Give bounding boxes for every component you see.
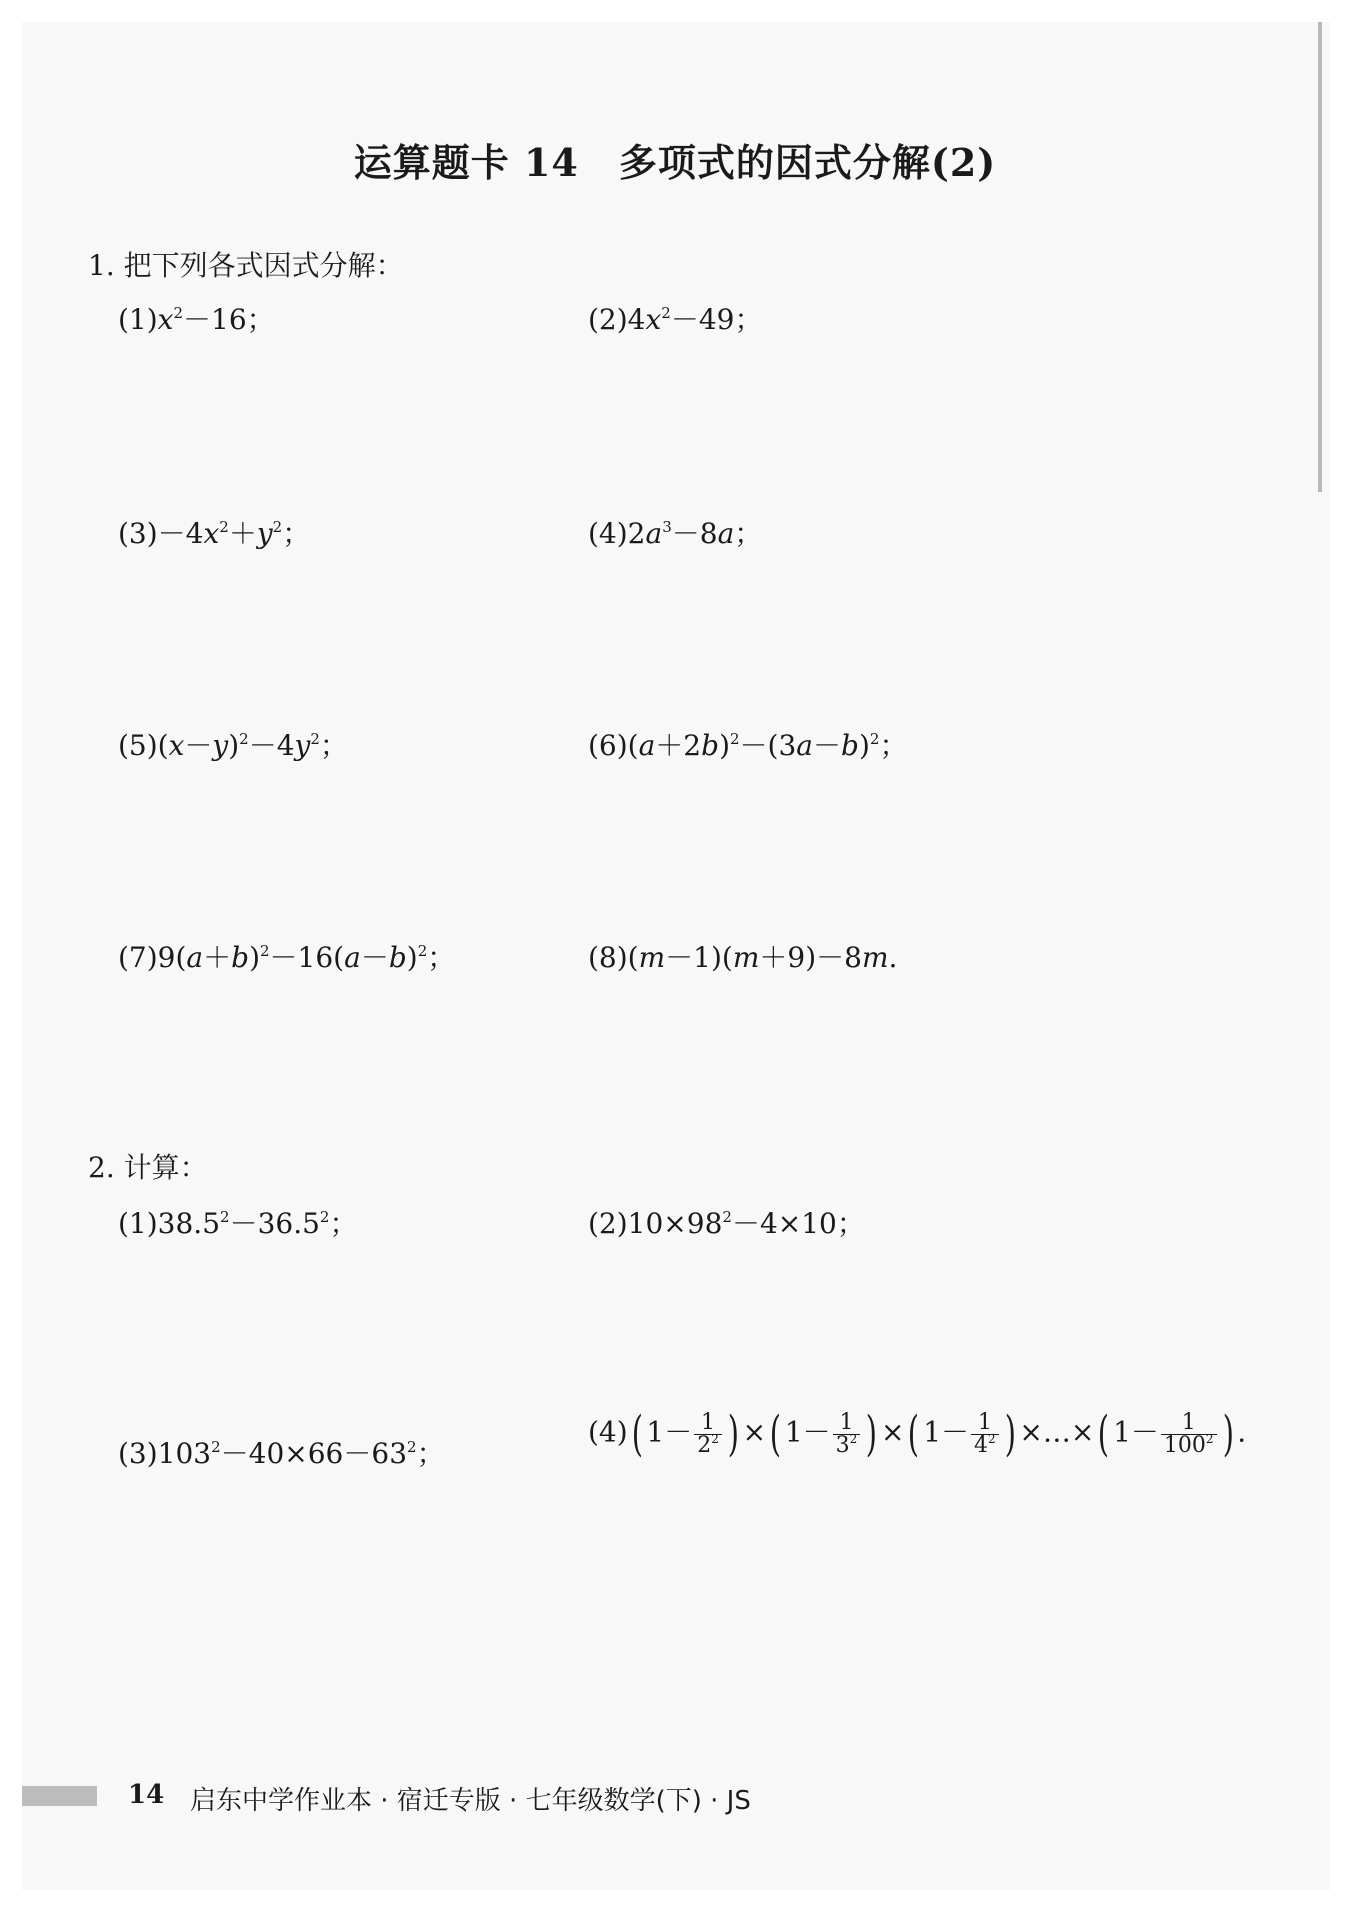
problem-1-8: (8)(m－1)(m＋9)－8m. [588, 941, 898, 974]
problem-1-4: $(4)2a^3-8a$； [588, 517, 763, 550]
fraction: $\frac{1}{4^2}$ [971, 1412, 999, 1457]
problem-1-1: $(1)x^2-16$； [118, 303, 275, 336]
problem-1-6: $(6)(a+2b)^2-(3a-b)^2$； [588, 729, 908, 762]
problem-1-7: $(7)9(a+b)^2-16(a-b)^2$； [118, 941, 456, 974]
page-number: 14 [128, 1780, 165, 1810]
page-footer [22, 1778, 1330, 1818]
section-1-heading: 1. 把下列各式因式分解： [88, 249, 404, 282]
section-2-heading: 2. 计算： [88, 1151, 208, 1184]
problem-2-3: $(3)103^2-40\times 66-63^2$； [118, 1437, 445, 1470]
page-edge-shadow [1318, 22, 1322, 492]
fraction: $\frac{1}{100^2}$ [1161, 1412, 1217, 1457]
problem-2-4: (4)( 1－ $\frac{1}{2^2}$ ) ×( 1－ $\frac{1}{3^2}$ ) ×( 1－ $\frac{1}{4^2}$ ) ×…×( 1－ $\frac{1}{100^2}$ ) . [588, 1406, 1247, 1462]
book-title: 启东中学作业本 · 宿迁专版 · 七年级数学(下) · JS [190, 1786, 751, 1816]
problem-1-3: $(3)-4x^2+y^2$； [118, 517, 311, 550]
problem-1-5: $(5)(x-y)^2-4y^2$； [118, 729, 348, 762]
title-topic: 多项式的因式分解(2) [618, 140, 997, 185]
page-title [0, 132, 1350, 187]
title-card-label: 运算题卡 14 [353, 140, 579, 185]
problem-1-2: $(2)4x^2-49$； [588, 303, 763, 336]
fraction: $\frac{1}{2^2}$ [694, 1412, 722, 1457]
problem-2-1: $(1)38.5^2-36.5^2$； [118, 1207, 358, 1240]
fraction: $\frac{1}{3^2}$ [833, 1412, 861, 1457]
footer-gray-bar [22, 1786, 97, 1806]
problem-2-2: $(2)10\times 98^2-4\times 10$； [588, 1207, 865, 1240]
